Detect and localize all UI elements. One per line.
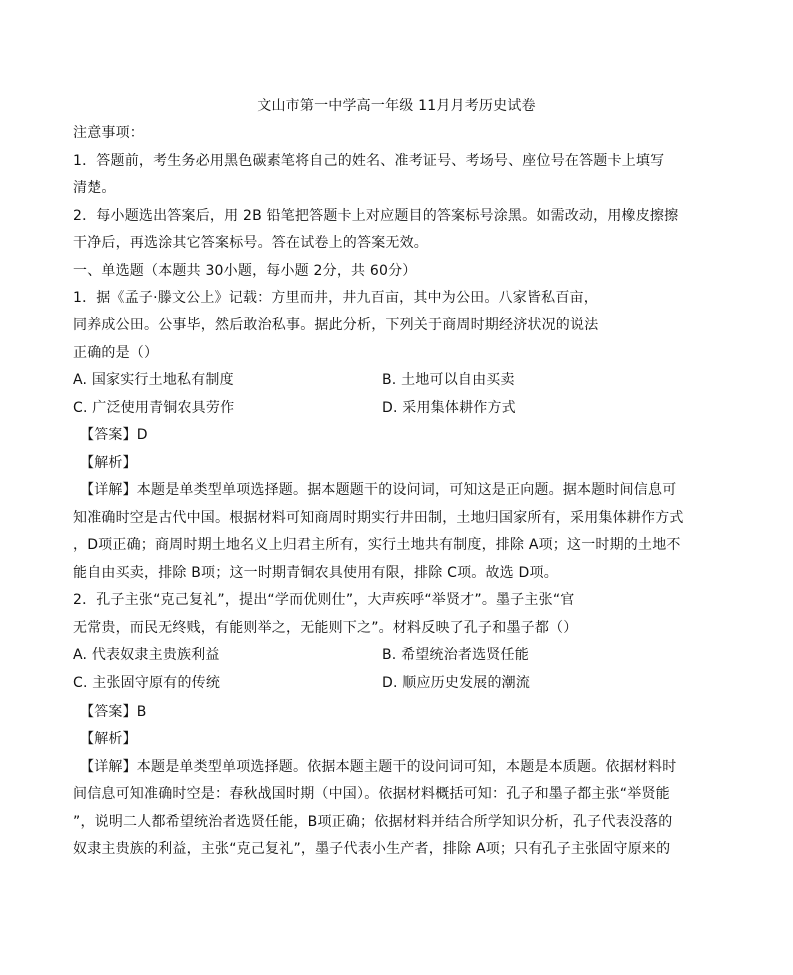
page-title: 文山市第一中学高一年级 11月月考历史试卷: [257, 98, 536, 114]
notice-item-1-line-1: 1．答题前，考生务必用黑色碳素笔将自己的姓名、准考证号、考场号、座位号在答题卡上填写: [73, 153, 665, 169]
section-heading: 一、单选题（本题共 30小题，每小题 2分，共 60分）: [73, 263, 417, 279]
notice-heading: 注意事项：: [73, 125, 144, 141]
q2-detail-line-4: 奴隶主贵族的利益，主张“克己复礼”，墨子代表小生产者，排除 A项；只有孔子主张固守原来的: [73, 841, 671, 857]
q1-option-a: A. 国家实行土地私有制度: [73, 372, 234, 388]
notice-item-2-line-2: 干净后，再选涂其它答案标号。答在试卷上的答案无效。: [73, 235, 428, 251]
q2-detail-line-2: 间信息可知准确时空是：春秋战国时期（中国）。依据材料概括可知：孔子和墨子都主张“举贤能: [73, 786, 670, 802]
q1-option-d: D. 采用集体耕作方式: [382, 400, 516, 416]
q2-option-d: D. 顺应历史发展的潮流: [382, 675, 531, 691]
q2-option-b: B. 希望统治者选贤任能: [382, 647, 529, 663]
q2-analysis-heading: 【解析】: [80, 731, 137, 747]
q1-answer: 【答案】D: [80, 427, 148, 443]
q1-stem-line-1: 1．据《孟子·滕文公上》记载：方里而井，井九百亩，其中为公田。八家皆私百亩，: [73, 290, 598, 306]
q2-stem-line-1: 2．孔子主张“克己复礼”，提出“学而优则仕”，大声疾呼“举贤才”。墨子主张“官: [73, 592, 575, 608]
notice-item-1-line-2: 清楚。: [73, 180, 116, 196]
q2-detail-line-1: 【详解】本题是单类型单项选择题。依据本题主题干的设问词可知，本题是本质题。依据材料时: [80, 759, 677, 775]
notice-item-2-line-1: 2．每小题选出答案后，用 2B 铅笔把答题卡上对应题目的答案标号涂黑。如需改动，用橡皮擦擦: [73, 208, 679, 224]
q1-stem-line-2: 同养成公田。公事毕，然后敢治私事。据此分析，下列关于商周时期经济状况的说法: [73, 317, 599, 333]
q1-option-c: C. 广泛使用青铜农具劳作: [73, 400, 235, 416]
q1-stem-line-3: 正确的是（）: [73, 345, 159, 361]
q2-option-a: A. 代表奴隶主贵族利益: [73, 647, 220, 663]
q1-detail-line-4: 能自由买卖，排除 B项；这一时期青铜农具使用有限，排除 C项。故选 D项。: [73, 565, 558, 581]
q2-detail-line-3: ”，说明二人都希望统治者选贤任能，B项正确；依据材料并结合所学知识分析，孔子代表没落的: [73, 814, 673, 830]
q2-answer: 【答案】B: [80, 704, 147, 720]
q2-stem-line-2: 无常贵，而民无终贱，有能则举之，无能则下之”。材料反映了孔子和墨子都（）: [73, 620, 578, 636]
q1-detail-line-3: ，D项正确；商周时期土地名义上归君主所有，实行土地共有制度，排除 A项；这一时期的土地不: [73, 537, 681, 553]
q2-option-c: C. 主张固守原有的传统: [73, 675, 221, 691]
q1-analysis-heading: 【解析】: [80, 455, 137, 471]
q1-detail-line-2: 知准确时空是古代中国。根据材料可知商周时期实行井田制，土地归国家所有，采用集体耕作方式: [73, 510, 684, 526]
q1-option-b: B. 土地可以自由买卖: [382, 372, 515, 388]
q1-detail-line-1: 【详解】本题是单类型单项选择题。据本题题干的设问词，可知这是正向题。据本题时间信息可: [80, 482, 677, 498]
